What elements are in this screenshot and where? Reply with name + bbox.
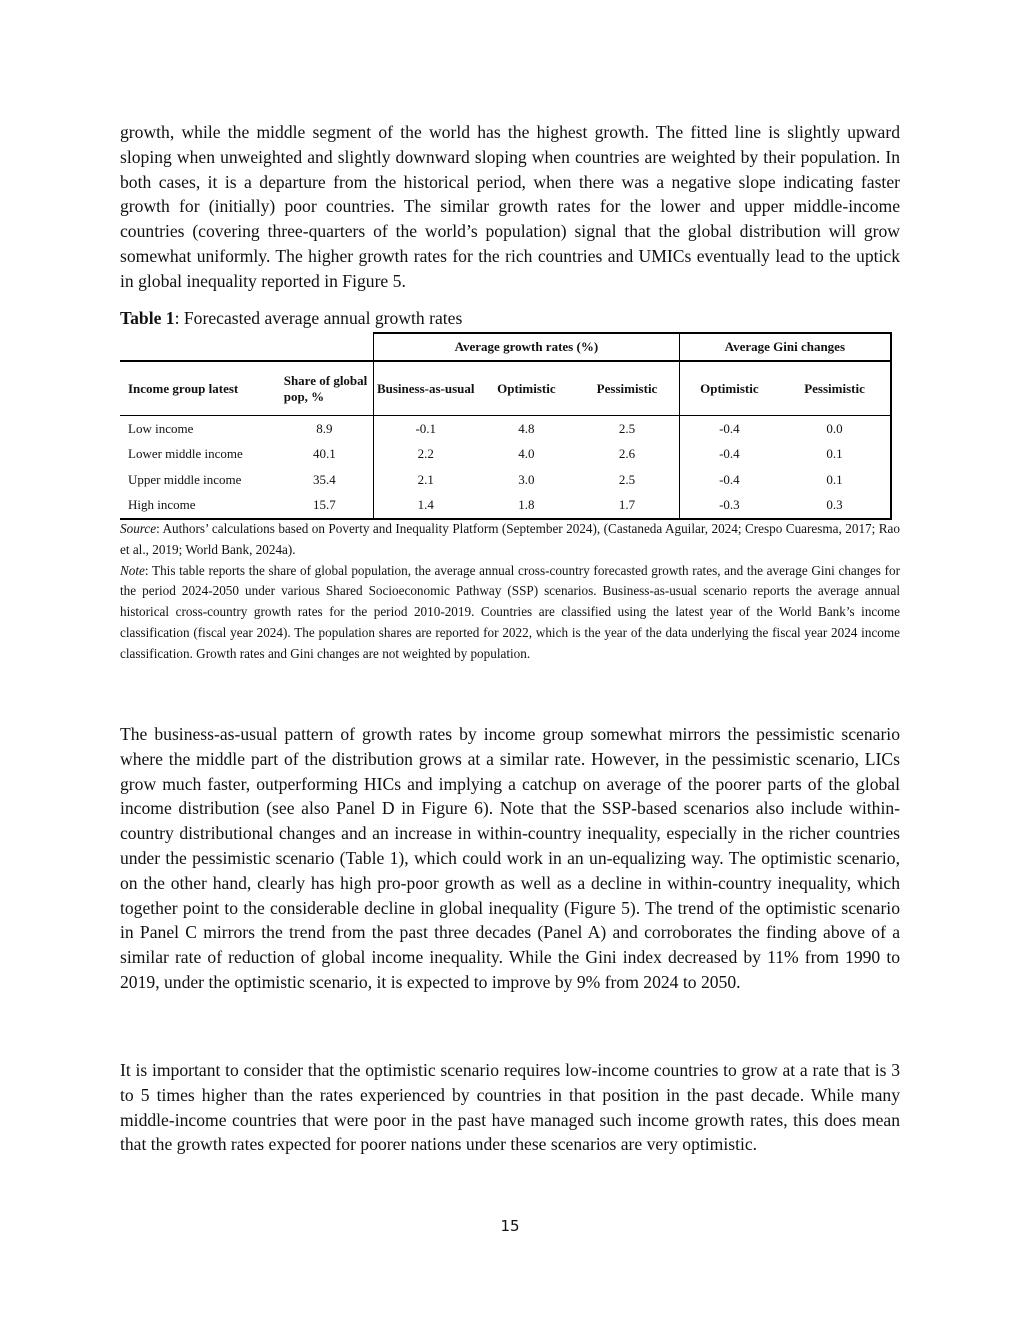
cell-bau: -0.1 bbox=[374, 416, 478, 442]
cell-bau: 2.2 bbox=[417, 446, 434, 462]
cell-share: 35.4 bbox=[276, 467, 374, 493]
row-label: High income bbox=[120, 493, 276, 520]
row-label: Upper middle income bbox=[128, 471, 242, 487]
cell-bau: 1.4 bbox=[374, 493, 478, 520]
cell-gini-pessimistic: 0.0 bbox=[779, 416, 891, 442]
table-corner-blank bbox=[120, 333, 374, 361]
cell-pessimistic: 2.5 bbox=[575, 416, 679, 442]
table-row bbox=[120, 467, 891, 493]
cell-gini-pessimistic: 0.3 bbox=[779, 493, 891, 520]
cell-optimistic: 4.0 bbox=[518, 446, 535, 462]
table-caption-label: Table 1 bbox=[120, 308, 175, 328]
col-header-pessimistic: Pessimistic bbox=[575, 361, 679, 416]
cell-pessimistic: 2.6 bbox=[575, 442, 679, 468]
body-paragraph-1: growth, while the middle segment of the world has the highest growth. The fitted line is slightly upward sloping when unweighted and slightly downward sloping when countries are weighted by their population. In both cases, it is a departure from the historical period, when there was a negative slope indicating faster growth for (initially) poor countries. The similar growth rates for the lower and upper middle-income countries (covering three-quarters of the world’s population) signal that the global distribution will grow somewhat uniformly. The higher growth rates for the rich countries and UMICs eventually lead to the uptick in global inequality reported in Figure 5. bbox=[120, 122, 900, 291]
table-row bbox=[120, 416, 891, 442]
col-header-gini-optimistic: Optimistic bbox=[679, 361, 779, 416]
cell-share: 15.7 bbox=[276, 493, 374, 520]
cell-gini-pessimistic: 0.1 bbox=[779, 467, 891, 493]
cell-optimistic: 1.8 bbox=[477, 493, 575, 520]
cell-pessimistic: 2.5 bbox=[575, 467, 679, 493]
cell-pessimistic: 1.7 bbox=[575, 493, 679, 520]
cell-optimistic: 3.0 bbox=[518, 471, 535, 487]
col-header-gini-pessimistic: Pessimistic bbox=[779, 361, 891, 416]
note-text: : This table reports the share of global population, the average annual cross-country forecasted growth rates, and the average Gini changes for the period 2024-2050 under various Shared Socioeconomic Pathway (SSP) scenarios. Business-as-usual scenario reports the average annual historical cross-country growth rates for the period 2010-2019. Countries are classified using the latest year of the World Bank’s income classification (fiscal year 2024). The population shares are reported for 2022, which is the year of the data underlying the fiscal year 2024 income classification. Growth rates and Gini changes are not weighted by population. bbox=[120, 562, 900, 661]
cell-gini-optimistic: -0.3 bbox=[679, 493, 779, 520]
group-header-growth: Average growth rates (%) bbox=[374, 333, 680, 361]
table-notes bbox=[120, 519, 900, 665]
cell-gini-optimistic: -0.4 bbox=[679, 416, 779, 442]
col-header-bau: Business-as-usual bbox=[374, 361, 478, 416]
cell-gini-pessimistic: 0.1 bbox=[779, 442, 891, 468]
cell-bau: 2.1 bbox=[417, 471, 434, 487]
source-label: Source bbox=[120, 521, 157, 536]
col-header-optimistic: Optimistic bbox=[477, 361, 575, 416]
table-caption-text: : Forecasted average annual growth rates bbox=[174, 308, 463, 328]
cell-optimistic: 4.8 bbox=[477, 416, 575, 442]
table-caption bbox=[120, 308, 462, 329]
cell-share: 40.1 bbox=[276, 442, 374, 468]
page-number: 15 bbox=[500, 1217, 520, 1235]
row-label: Low income bbox=[120, 416, 276, 442]
cell-gini-optimistic: -0.4 bbox=[719, 446, 740, 462]
body-paragraph-2: The business-as-usual pattern of growth rates by income group somewhat mirrors the pessimistic scenario where the middle part of the distribution grows at a similar rate. However, in the pessimistic scenario, LICs grow much faster, outperforming HICs and implying a catchup on average of the poorer parts of the global income distribution (see also Panel D in Figure 6). Note that the SSP-based scenarios also include within-country distributional changes and an increase in within-country inequality, especially in the richer countries under the pessimistic scenario (Table 1), which could work in an un-equalizing way. The optimistic scenario, on the other hand, clearly has high pro-poor growth as well as a decline in within-country inequality, which together point to the considerable decline in global inequality (Figure 5). The trend of the optimistic scenario in Panel C mirrors the trend from the past three decades (Panel A) and corroborates the finding above of a similar rate of reduction of global income inequality. While the Gini index decreased by 11% from 1990 to 2019, under the optimistic scenario, it is expected to improve by 9% from 2024 to 2050. bbox=[120, 724, 900, 992]
body-paragraph-3: It is important to consider that the optimistic scenario requires low-income countries to grow at a rate that is 3 to 5 times higher than the rates experienced by countries in that position in the past decade. While many middle-income countries that were poor in the past have managed such income growth rates, this does mean that the growth rates expected for poorer nations under these scenarios are very optimistic. bbox=[120, 1060, 900, 1155]
table-row bbox=[120, 442, 891, 468]
growth-rates-table bbox=[120, 332, 892, 520]
table-source bbox=[120, 519, 900, 561]
table-row bbox=[120, 493, 891, 520]
col-header-income-group: Income group latest bbox=[120, 361, 276, 416]
cell-gini-optimistic: -0.4 bbox=[719, 471, 740, 487]
table-note bbox=[120, 561, 900, 665]
note-label: Note bbox=[120, 562, 145, 578]
col-header-share: Share of global pop, % bbox=[276, 361, 374, 416]
source-text: : Authors’ calculations based on Poverty and Inequality Platform (September 2024), (Castaneda Aguilar, 2024; Crespo Cuaresma, 2017; Rao et al., 2019; World Bank, 2024a). bbox=[120, 521, 900, 557]
row-label: Lower middle income bbox=[128, 446, 243, 462]
group-header-gini: Average Gini changes bbox=[679, 333, 891, 361]
cell-share: 8.9 bbox=[276, 416, 374, 442]
